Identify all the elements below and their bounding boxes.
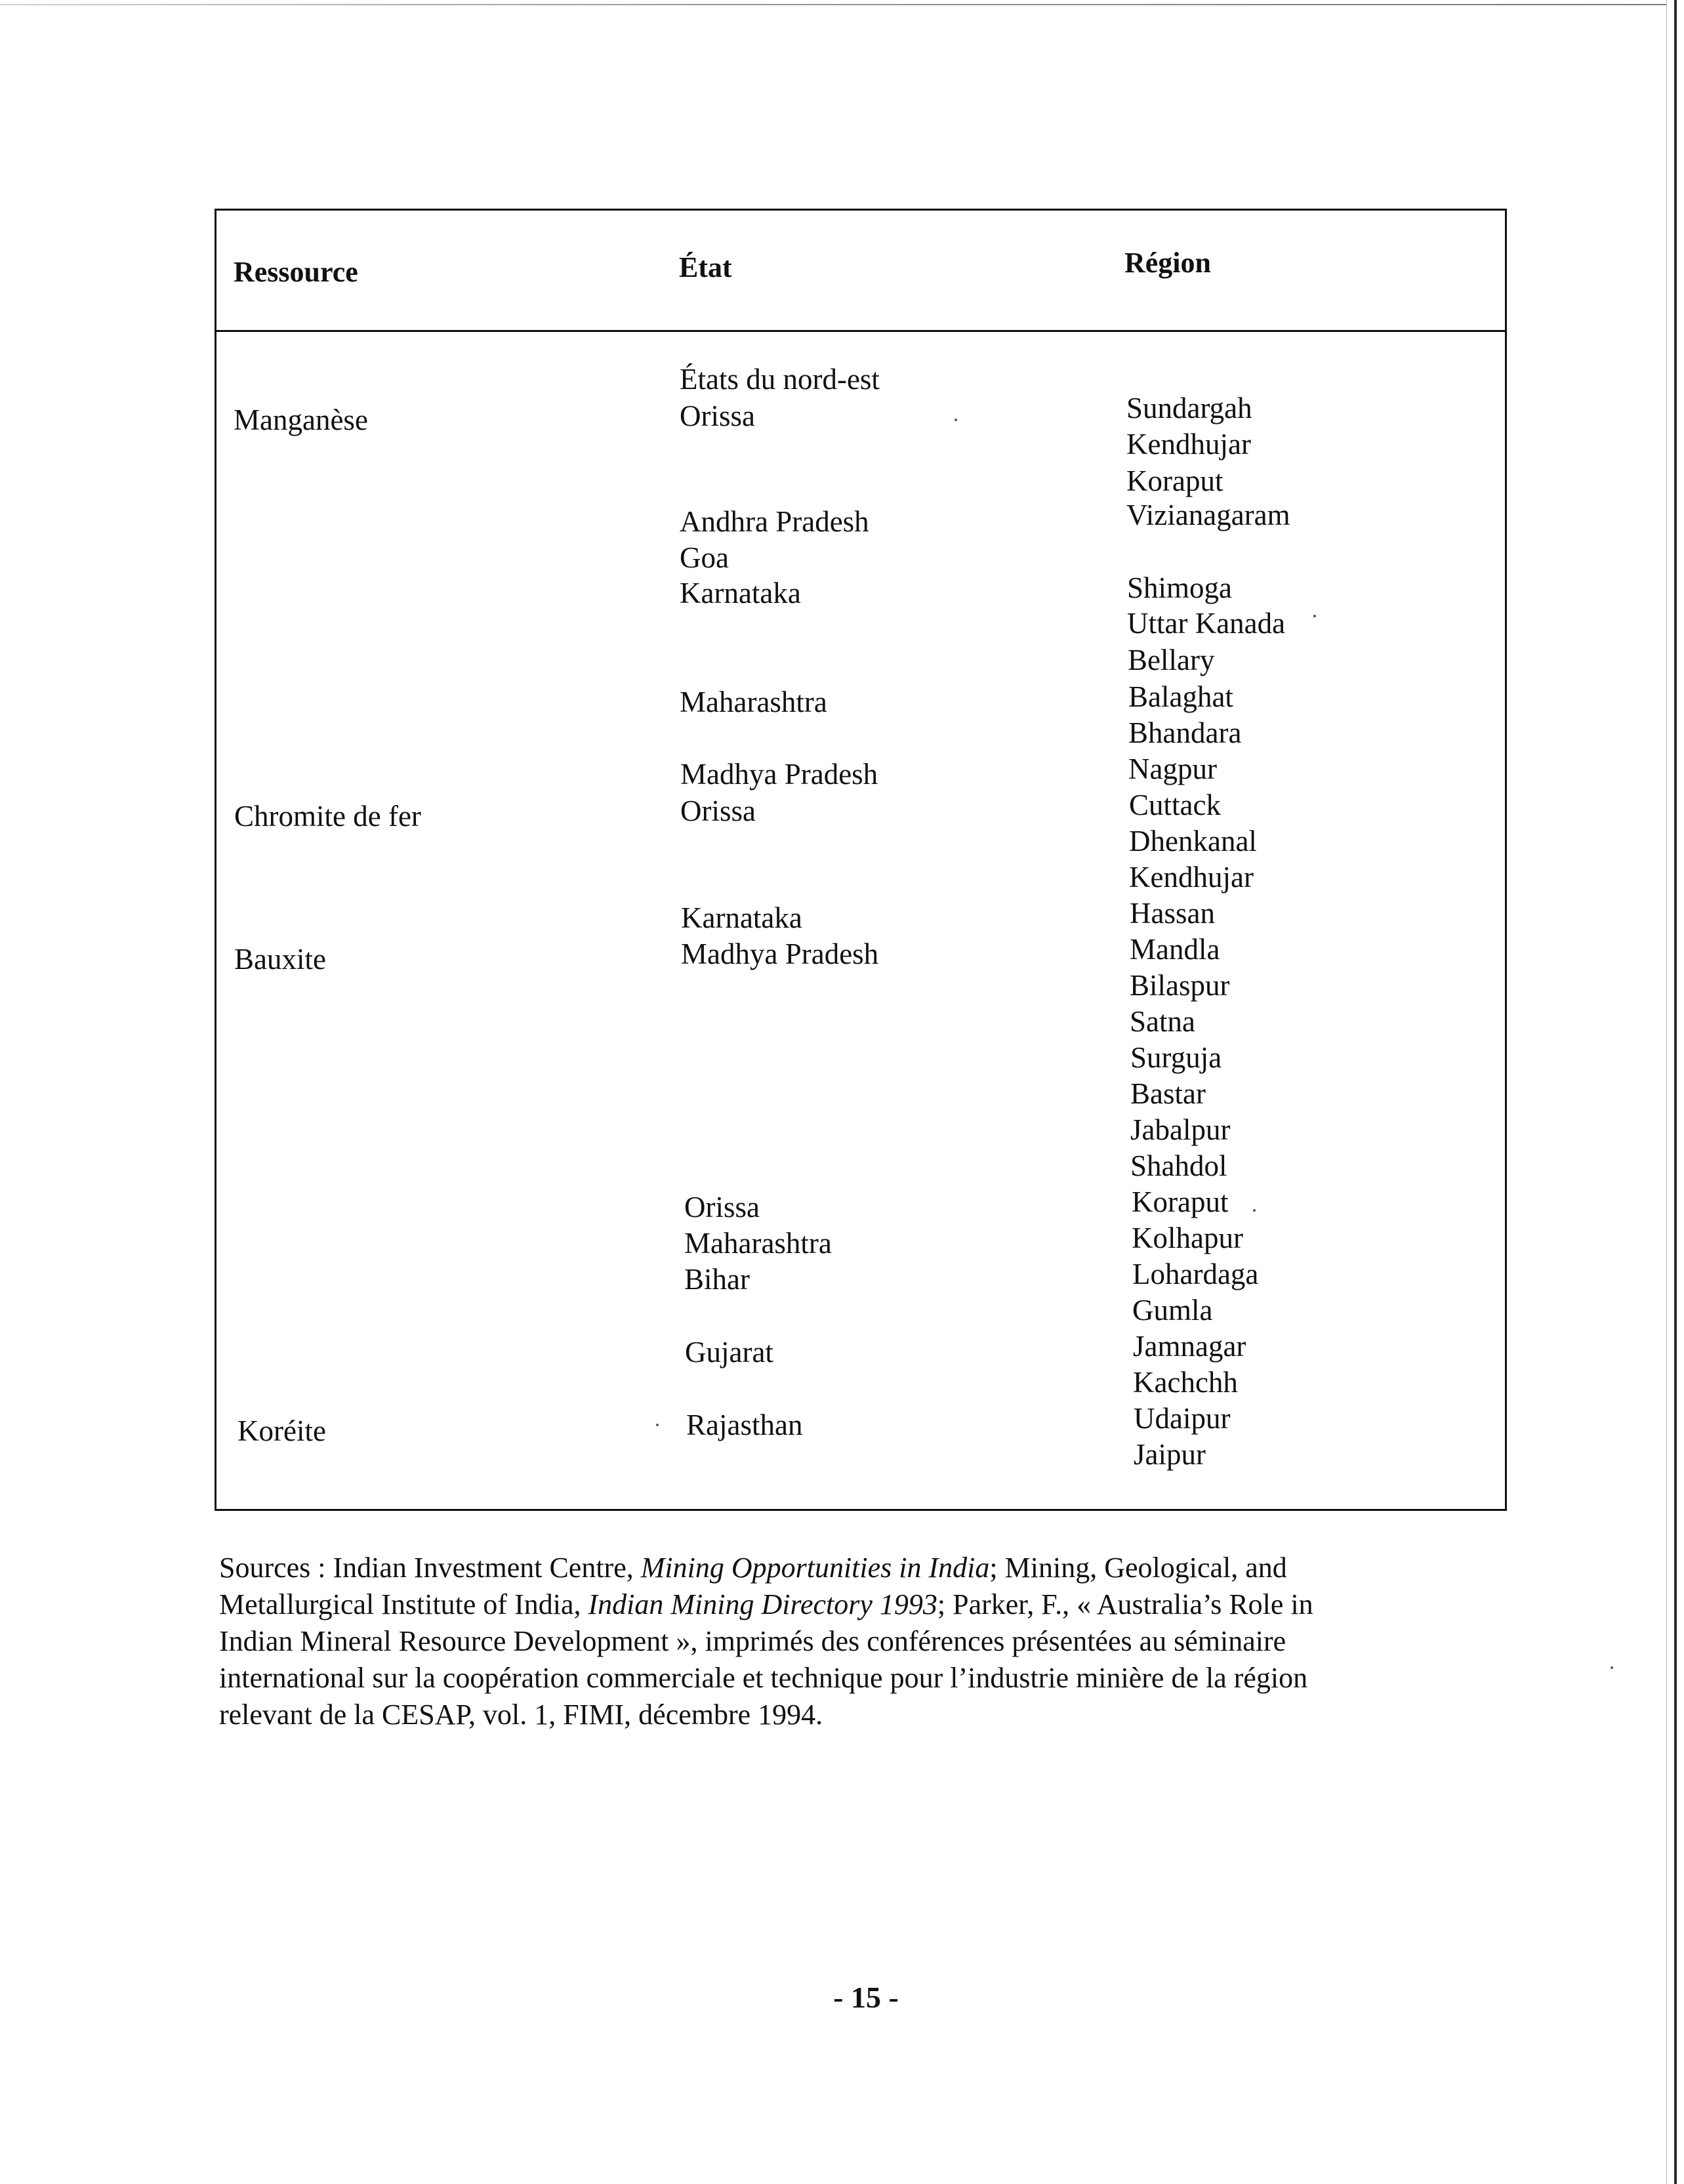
state-cell: Orissa [680,794,756,827]
resource-cell: Manganèse [234,403,368,436]
state-cell: Karnataka [680,577,801,609]
state-cell: Goa [680,541,729,574]
state-cell: Gujarat [685,1336,773,1369]
region-cell: Kachchh [1133,1366,1238,1399]
scan-speck [1313,615,1316,617]
region-cell: Bellary [1128,644,1215,676]
header-state: État [679,251,732,283]
region-cell: Lohardaga [1132,1258,1259,1290]
region-cell: Dhenkanal [1129,825,1257,857]
state-cell: Madhya Pradesh [680,758,878,791]
table-header-rule [215,330,1507,332]
resource-cell: Bauxite [234,943,326,976]
sources-line: Indian Mineral Resource Development », imprimés des conférences présentées au séminaire [219,1625,1286,1657]
region-cell: Bilaspur [1130,969,1230,1002]
header-resource: Ressource [234,256,358,288]
state-cell: Orissa [684,1191,760,1224]
state-cell: Karnataka [681,901,802,934]
region-cell: Hassan [1130,897,1215,930]
region-cell: Jabalpur [1130,1113,1231,1146]
scan-speck [656,1424,659,1426]
resource-table-frame [215,209,1507,1511]
region-cell: Udaipur [1134,1402,1231,1435]
region-cell: Gumla [1132,1294,1213,1327]
sources-line: relevant de la CESAP, vol. 1, FIMI, décembre 1994. [219,1699,823,1731]
scan-edge-right-thin [1666,0,1667,2184]
region-cell: Mandla [1130,933,1220,966]
page-number: - 15 - [833,1981,899,2014]
region-cell: Shahdol [1130,1149,1227,1182]
region-cell: Sundargah [1126,392,1252,424]
state-cell: Orissa [680,400,755,432]
region-cell: Nagpur [1128,752,1217,785]
scan-speck [955,419,957,421]
region-cell: Koraput [1126,464,1223,497]
region-cell: Shimoga [1127,571,1233,604]
region-cell: Surguja [1130,1041,1222,1074]
scan-edge-right [1674,0,1677,2184]
region-cell: Jamnagar [1133,1330,1246,1363]
region-cell: Vizianagaram [1126,499,1290,531]
state-cell: Maharashtra [684,1227,832,1260]
region-cell: Balaghat [1128,680,1233,713]
resource-cell: Chromite de fer [234,800,421,833]
sources-line: Sources : Indian Investment Centre, Mining Opportunities in India; Mining, Geological, and [219,1552,1287,1584]
state-cell: Madhya Pradesh [681,937,879,970]
header-region: Région [1124,247,1211,279]
state-cell: Maharashtra [680,686,827,718]
state-cell: Andhra Pradesh [680,505,869,538]
state-cell: Bihar [684,1263,750,1296]
resource-cell: Koréite [237,1414,326,1447]
sources-line: Metallurgical Institute of India, Indian Mining Directory 1993; Parker, F., « Australia’s Role in [219,1588,1313,1620]
region-cell: Jaipur [1134,1438,1206,1471]
region-cell: Satna [1130,1005,1195,1038]
region-cell: Bastar [1130,1077,1206,1110]
region-cell: Kendhujar [1126,428,1251,461]
region-cell: Kendhujar [1129,861,1254,894]
state-cell: Rajasthan [686,1409,803,1441]
region-cell: Kolhapur [1132,1222,1243,1254]
region-cell: Cuttack [1129,789,1221,821]
region-cell: Uttar Kanada [1127,607,1286,640]
sources-line: international sur la coopération commerciale et technique pour l’industrie minière de la région [219,1662,1308,1694]
scan-edge-line [0,4,1666,5]
scan-speck [1253,1209,1256,1212]
sources-note [219,1550,1479,1733]
region-cell: Bhandara [1128,716,1242,749]
scan-speck [1611,1666,1613,1669]
state-cell: États du nord-est [680,363,880,396]
region-cell: Koraput [1132,1185,1229,1218]
